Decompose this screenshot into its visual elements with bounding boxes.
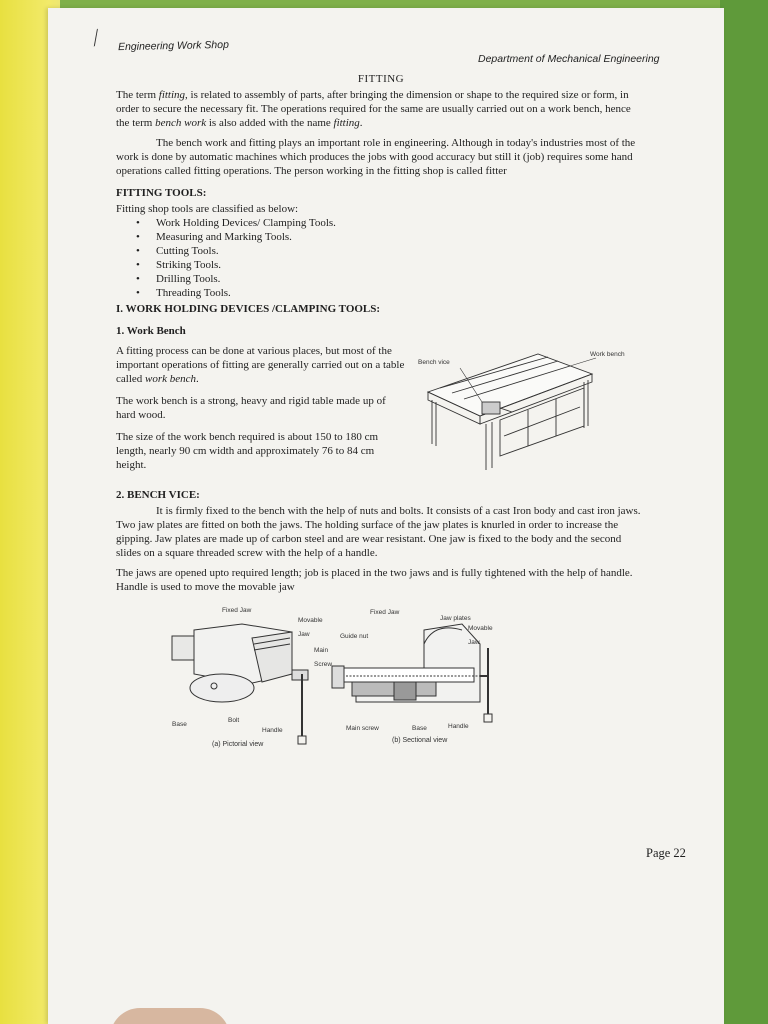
work-bench-paragraph-2: The work bench is a strong, heavy and rigid table made up of hard wood.	[116, 395, 386, 421]
intro-paragraph-2: The bench work and fitting plays an important role in engineering. Although in today's industries most of the work is done by automatic machines which produces the jobs with good accuracy but still it (job) requires some hand operations called fitting operations. The person working in the fitting shop is called fitter	[116, 137, 636, 177]
section1-heading: I. WORK HOLDING DEVICES /CLAMPING TOOLS:	[116, 303, 381, 315]
guide-nut-label: Guide nut	[340, 633, 369, 640]
list-item: • Cutting Tools.	[136, 244, 646, 258]
term-work-bench: work bench	[145, 373, 197, 385]
bench-vice-figure	[162, 604, 592, 754]
jaw-plates-label: Jaw plates	[440, 615, 471, 622]
bench-vice-label: Bench vice	[418, 359, 450, 366]
text-span: The term	[116, 89, 159, 101]
base-label: Base	[172, 721, 187, 728]
work-bench-section	[116, 344, 646, 480]
base-section-label: Base	[412, 725, 427, 732]
fixed-jaw-section-label: Fixed Jaw	[370, 609, 400, 616]
list-item: • Striking Tools.	[136, 258, 646, 272]
intro-paragraph-1	[116, 88, 646, 130]
staple-icon: ⟋	[85, 26, 108, 51]
text-span: A fitting process can be done at various places, but most of the important operations of fitting are generally carried out on a table called	[116, 345, 405, 385]
term-bench-work: bench work	[155, 117, 207, 129]
main-screw-section-label: Main screw	[346, 725, 379, 732]
movable-jaw-section-label: Movable Jaw	[468, 625, 493, 646]
bench-vice-heading: 2. BENCH VICE:	[116, 489, 200, 501]
header-left: Engineering Work Shop	[117, 38, 230, 54]
work-bench-label: Work bench	[590, 351, 625, 358]
work-bench-figure	[420, 344, 644, 474]
handle-section-label: Handle	[448, 723, 469, 730]
text-span: .	[196, 373, 199, 385]
fitting-tools-list	[136, 216, 646, 300]
bench-vice-paragraph-1: It is firmly fixed to the bench with the help of nuts and bolts. It consists of a cast Iron body and cast iron jaws. Two jaw plates are fitted on both the jaws. The holding surface of the jaw plates is knurled in order to increase the gipping. Jaw plates are made up of carbon steel and are wear resistant. One jaw is fixed to the body and the second slides on a square threaded screw with the help of a handle.	[116, 505, 641, 559]
movable-jaw-label: Movable Jaw	[298, 617, 323, 638]
bolt-label: Bolt	[228, 717, 240, 724]
term-fitting-2: fitting	[333, 117, 360, 129]
list-item: • Measuring and Marking Tools.	[136, 230, 646, 244]
bench-vice-paragraph-2: The jaws are opened upto required length; job is placed in the two jaws and is fully tightened with the help of handle. Handle is used to move the movable jaw	[116, 567, 633, 593]
work-bench-heading: 1. Work Bench	[116, 325, 186, 337]
pictorial-view-caption: (a) Pictorial view	[212, 741, 264, 748]
page-number: Page 22	[646, 846, 686, 860]
work-bench-paragraph-1	[116, 344, 406, 386]
text-span: , is related to assembly of parts, after bringing the dimension or shape to the required size or form, in order to secure the necessary fit. The operations required for the same are usually carried out on a work bench, hence the term	[116, 89, 631, 129]
thumb-image	[110, 1008, 230, 1024]
list-item: • Work Holding Devices/ Clamping Tools.	[136, 216, 646, 230]
work-bench-drawing	[420, 344, 644, 474]
header-right: Department of Mechanical Engineering	[478, 53, 660, 65]
text-span: .	[359, 117, 363, 129]
work-bench-text	[116, 344, 406, 480]
fitting-tools-lead: Fitting shop tools are classified as below:	[116, 203, 299, 215]
term-fitting: fitting	[158, 89, 186, 101]
list-item: • Drilling Tools.	[136, 272, 646, 286]
fitting-tools-heading: FITTING TOOLS:	[116, 187, 207, 199]
main-screw-label: Main Screw	[314, 647, 333, 668]
work-bench-paragraph-3: The size of the work bench required is about 150 to 180 cm length, nearly 90 cm width and approximately 76 to 84 cm height.	[116, 431, 379, 471]
list-item: • Threading Tools.	[136, 286, 646, 300]
text-span: is also added with the name	[206, 117, 334, 129]
document-body	[116, 72, 646, 754]
fixed-jaw-label: Fixed Jaw	[222, 607, 252, 614]
sectional-view-caption: (b) Sectional view	[392, 737, 448, 744]
page-title: FITTING	[357, 73, 405, 85]
handle-label: Handle	[262, 727, 283, 734]
